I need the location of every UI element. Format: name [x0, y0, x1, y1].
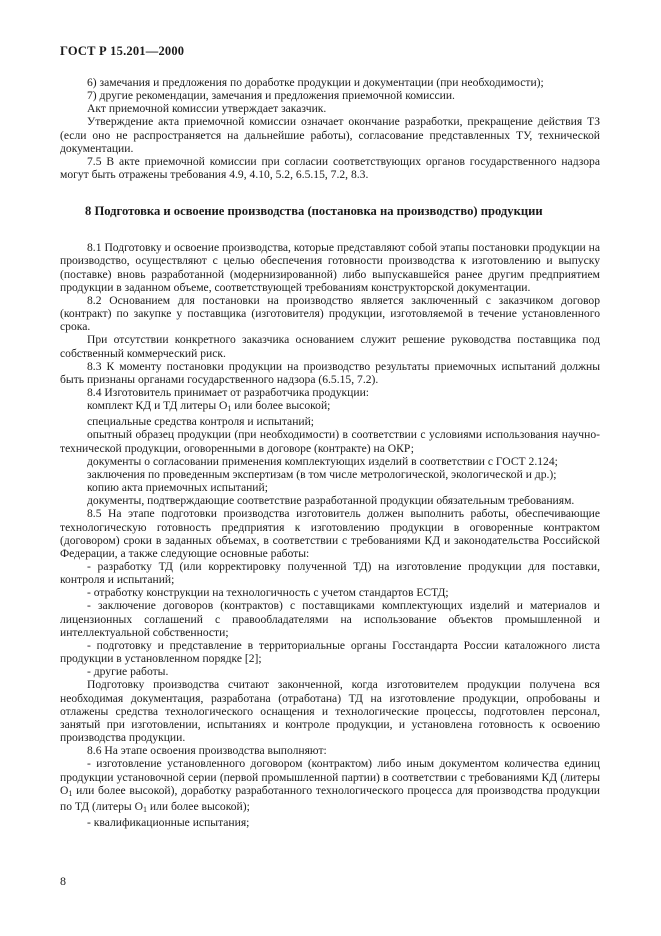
list-item: - изготовление установленного договором (контрактом) либо иным документом количества единиц продукции установочной серии (первой промышленной партии) в соответствии с требованиями КД (литеры $О_1$ или более высокой), доработку разработанного технологического процесса для производства продукции по ТД (литеры $О_1$ или более высокой); — [60, 757, 600, 814]
paragraph: 8.3 К моменту постановки продукции на производство результаты приемочных испытаний должны быть признаны органами государственного надзора (6.5.15, 7.2). — [60, 359, 600, 386]
paragraph: Подготовку производства считают законченной, когда изготовителем продукции получена вся необходимая документация, разработана (отработана) ТД на изготовление продукции, опробованы и отлажены средства технологического оснащения и технологические процессы, подготовлен персонал, занятый при изготовлении, испытаниях и контроле продукции, и установлена готовность к освоению производства продукции. — [60, 678, 600, 745]
paragraph: 8.2 Основанием для постановки на производство является заключенный с заказчиком договор (контракт) по закупке у поставщика (изготовителя) продукции, изготовляемой в течение установленного срока. — [60, 293, 600, 334]
list-item: - отработку конструкции на технологичность с учетом стандартов ЕСТД; — [87, 586, 449, 600]
paragraph: 8.6 На этапе освоения производства выполняют: — [87, 744, 327, 758]
section-title: 8 Подготовка и освоение производства (постановка на производство) продукции — [85, 204, 543, 219]
paragraph: 6) замечания и предложения по доработке продукции и документации (при необходимости); — [87, 76, 544, 89]
paragraph: 8.5 На этапе подготовки производства изготовитель должен выполнить работы, обеспечивающие технологическую готовность предприятия к изготовлению продукции в оговоренные контрактом (договором) сроки в заданных объемах, в соответствии с требованиями КД и законодательства Российской Федерации, а также следующие основные работы: — [60, 507, 600, 560]
paragraph: 7.5 В акте приемочной комиссии при согласии соответствующих органов государственного надзора могут быть отражены требования 4.9, 4.10, 5.2, 6.5.15, 7.2, 8.3. — [60, 154, 600, 182]
list-item: - подготовку и представление в территориальные органы Госстандарта России каталожного листа продукции в установленном порядке [2]; — [60, 638, 600, 666]
list-item: документы, подтверждающие соответствие разработанной продукции обязательным требованиям. — [87, 494, 575, 508]
paragraph: 7) другие рекомендации, замечания и предложения приемочной комиссии. — [87, 89, 455, 103]
list-item: - другие работы. — [87, 665, 169, 679]
document-header: ГОСТ Р 15.201—2000 — [60, 44, 185, 58]
paragraph: При отсутствии конкретного заказчика основанием служит решение руководства поставщика под собственный коммерческий риск. — [60, 333, 600, 360]
page-number: 8 — [60, 874, 66, 888]
list-item: копию акта приемочных испытаний; — [87, 481, 268, 495]
paragraph: Утверждение акта приемочной комиссии означает окончание разработки, прекращение действия ТЗ (если оно не распространяется на дальнейшие работы), согласование представленных ТУ, технической документации. — [60, 115, 600, 155]
list-item: специальные средства контроля и испытаний; — [87, 415, 315, 429]
paragraph: Акт приемочной комиссии утверждает заказчик. — [87, 102, 327, 116]
document-body — [60, 76, 600, 829]
paragraph: 8.1 Подготовку и освоение производства, которые представляют собой этапы постановки продукции на производство, осуществляют с целью обеспечения готовности производства к изготовлению и выпуску (поставке) вновь разработанной (модернизированной) либо выпускавшейся ранее другим предприятием продукции в заданном объеме, соответствующей требованиям конструкторской документации. — [60, 241, 600, 294]
list-item: - разработку ТД (или корректировку полученной ТД) на изготовление продукции для поставки, контроля и испытаний; — [60, 560, 600, 587]
list-item: документы о согласовании применения комплектующих изделий в соответствии с ГОСТ 2.124; — [87, 454, 558, 468]
list-item: - заключение договоров (контрактов) с поставщиками комплектующих изделий и материалов и лицензионных соглашений с правообладателями на использование объектов промышленной и интеллектуальной собственности; — [60, 599, 600, 639]
paragraph: 8.4 Изготовитель принимает от разработчика продукции: — [87, 385, 370, 399]
list-item: заключения по проведенным экспертизам (в том числе метрологической, экологической и др.); — [87, 467, 557, 481]
list-item: - квалификационные испытания; — [87, 815, 250, 829]
list-item: комплект КД и ТД литеры $О_1$ или более высокой; — [87, 399, 331, 414]
list-item: опытный образец продукции (при необходимости) в соответствии с условиями использования научно-технической продукции, оговоренными в договоре (контракте) на ОКР; — [60, 428, 600, 455]
